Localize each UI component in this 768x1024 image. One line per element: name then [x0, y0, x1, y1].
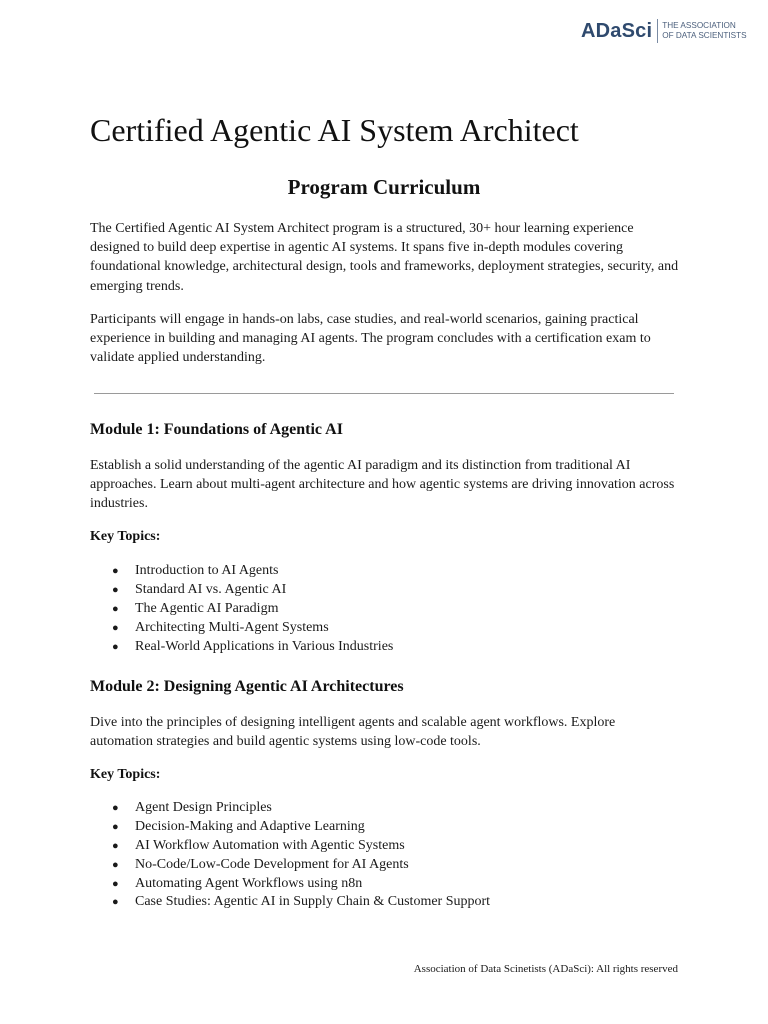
section-divider [94, 393, 674, 394]
list-item [90, 799, 490, 818]
topic-text: Decision-Making and Adaptive Learning [135, 819, 365, 835]
bullet-icon: ● [112, 839, 119, 852]
bullet-icon: ● [112, 877, 119, 890]
topic-text: Case Studies: Agentic AI in Supply Chain & Customer Support [135, 894, 491, 910]
logo-wordmark: ADaSci [581, 20, 653, 42]
topic-text: Automating Agent Workflows using n8n [135, 875, 363, 891]
list-item [90, 581, 393, 600]
intro-paragraph-2: Participants will engage in hands-on labs, case studies, and real-world scenarios, gaining practical experience in building and managing AI agents. The program concludes with a certification exam to validate applied understanding. [90, 312, 651, 366]
list-item [90, 562, 393, 581]
bullet-icon: ● [112, 621, 119, 634]
topic-text: Real-World Applications in Various Industries [135, 638, 394, 654]
topic-text: AI Workflow Automation with Agentic Systems [135, 837, 405, 853]
list-item [90, 818, 490, 837]
bullet-icon: ● [112, 896, 119, 909]
topic-text: Agent Design Principles [135, 800, 272, 816]
list-item [90, 637, 393, 656]
module-1-topic-list [90, 562, 393, 656]
footer-copyright: Association of Data Scinetists (ADaSci): All rights reserved [413, 963, 678, 975]
bullet-icon: ● [112, 565, 119, 578]
topic-text: The Agentic AI Paradigm [135, 600, 279, 616]
module-1-key-topics-label: Key Topics: [90, 529, 161, 544]
list-item [90, 618, 393, 637]
bullet-icon: ● [112, 602, 119, 615]
module-2-title: Module 2: Designing Agentic AI Architectures [90, 678, 404, 695]
document-subtitle: Program Curriculum [287, 175, 481, 199]
logo-tagline-line1: THE ASSOCIATION [662, 21, 736, 30]
logo-divider [657, 19, 658, 43]
bullet-icon: ● [112, 802, 119, 815]
module-2-topic-list [90, 799, 490, 912]
module-2-key-topics-label: Key Topics: [90, 767, 161, 782]
bullet-icon: ● [112, 640, 119, 653]
list-item [90, 837, 490, 856]
topic-text: Introduction to AI Agents [135, 563, 279, 579]
adasci-logo [581, 19, 747, 43]
list-item [90, 855, 490, 874]
list-item [90, 893, 490, 912]
list-item [90, 874, 490, 893]
topic-text: Standard AI vs. Agentic AI [135, 582, 287, 598]
bullet-icon: ● [112, 584, 119, 597]
intro-paragraph-1: The Certified Agentic AI System Architect program is a structured, 30+ hour learning experience designed to build deep expertise in agentic AI systems. It spans five in-depth modules covering foundational knowledge, architectural design, tools and frameworks, deployment strategies, security, and emerging trends. [90, 221, 679, 294]
list-item [90, 600, 393, 619]
module-1-title: Module 1: Foundations of Agentic AI [90, 421, 343, 438]
module-1-description: Establish a solid understanding of the agentic AI paradigm and its distinction from traditional AI approaches. Learn about multi-agent architecture and how agentic systems are driving innovation across industries. [90, 458, 675, 512]
topic-text: Architecting Multi-Agent Systems [135, 619, 329, 635]
logo-tagline-line2: OF DATA SCIENTISTS [662, 31, 747, 40]
logo-tagline [662, 21, 746, 41]
document-title: Certified Agentic AI System Architect [90, 112, 579, 148]
module-2-description: Dive into the principles of designing intelligent agents and scalable agent workflows. Explore automation strategies and build agentic systems using low-code tools. [90, 715, 616, 750]
topic-text: No-Code/Low-Code Development for AI Agents [135, 856, 409, 872]
bullet-icon: ● [112, 821, 119, 834]
bullet-icon: ● [112, 858, 119, 871]
